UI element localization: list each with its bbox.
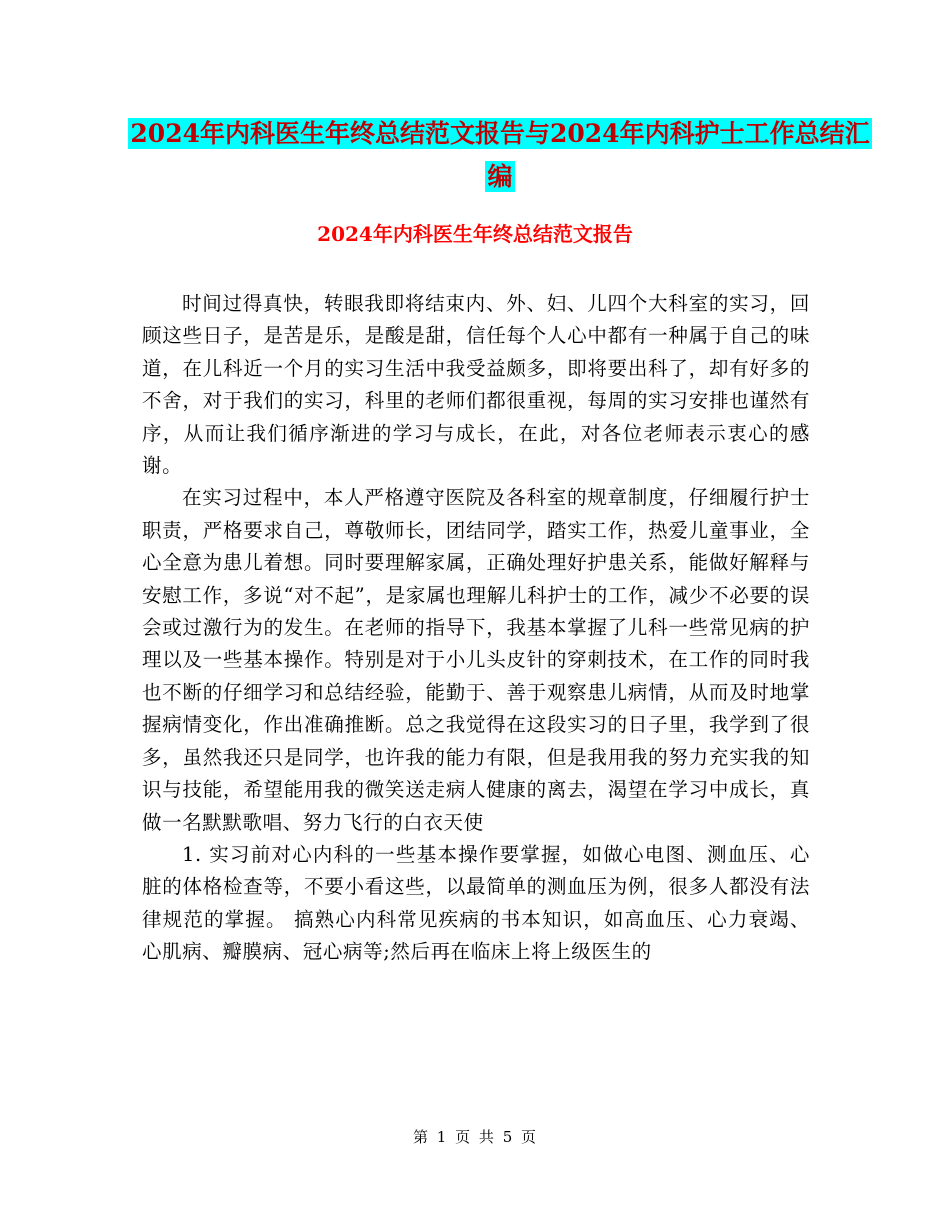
footer-total-label: 共 (478, 1128, 495, 1146)
document-title-text: 2024年内科医生年终总结范文报告与2024年内科护士工作总结汇编 (130, 119, 870, 191)
footer-page-label: 第 (412, 1128, 429, 1146)
page-footer (0, 1126, 950, 1148)
section-title: 2024年内科医生年终总结范文报告 (317, 222, 633, 246)
paragraph-2: 在实习过程中，本人严格遵守医院及各科室的规章制度，仔细履行护士职责，严格要求自己，尊敬师长，团结同学，踏实工作，热爱儿童事业，全心全意为患儿着想。同时要理解家属，正确处理好护患关系，能做好解释与安慰工作，多说“对不起”，是家属也理解儿科护士的工作，减少不必要的误会或过激行为的发生。在老师的指导下，我基本掌握了儿科一些常见病的护理以及一些基本操作。特别是对于小儿头皮针的穿刺技术，在工作的同时我也不断的仔细学习和总结经验，能勤于、善于观察患儿病情，从而及时地掌握病情变化，作出准确推断。总之我觉得在这段实习的日子里，我学到了很多，虽然我还只是同学，也许我的能力有限，但是我用我的努力充实我的知识与技能，希望能用我的微笑送走病人健康的离去，渴望在学习中成长，真做一名默默歌唱、努力飞行的白衣天使 (142, 486, 810, 834)
footer-page-number: 1 (436, 1128, 448, 1146)
paragraph-1: 时间过得真快，转眼我即将结束内、外、妇、儿四个大科室的实习，回顾这些日子，是苦是乐，是酸是甜，信任每个人心中都有一种属于自己的味道，在儿科近一个月的实习生活中我受益颇多，即将要出科了，却有好多的不舍，对于我们的实习，科里的老师们都很重视，每周的实习安排也谨然有序，从而让我们循序渐进的学习与成长，在此，对各位老师表示衷心的感谢。 (142, 292, 810, 478)
footer-total-unit: 页 (521, 1128, 538, 1146)
footer-page-unit: 页 (455, 1128, 472, 1146)
footer-total-pages: 5 (502, 1128, 514, 1146)
document-title (120, 112, 880, 198)
document-body (142, 288, 810, 969)
paragraph-3: 1. 实习前对心内科的一些基本操作要掌握，如做心电图、测血压、心脏的体格检查等，不要小看这些，以最简单的测血压为例，很多人都没有法律规范的掌握。 搞熟心内科常见疾病的书本知识，如高血压、心力衰竭、心肌病、瓣膜病、冠心病等;然后再在临床上将上级医生的 (142, 842, 810, 964)
